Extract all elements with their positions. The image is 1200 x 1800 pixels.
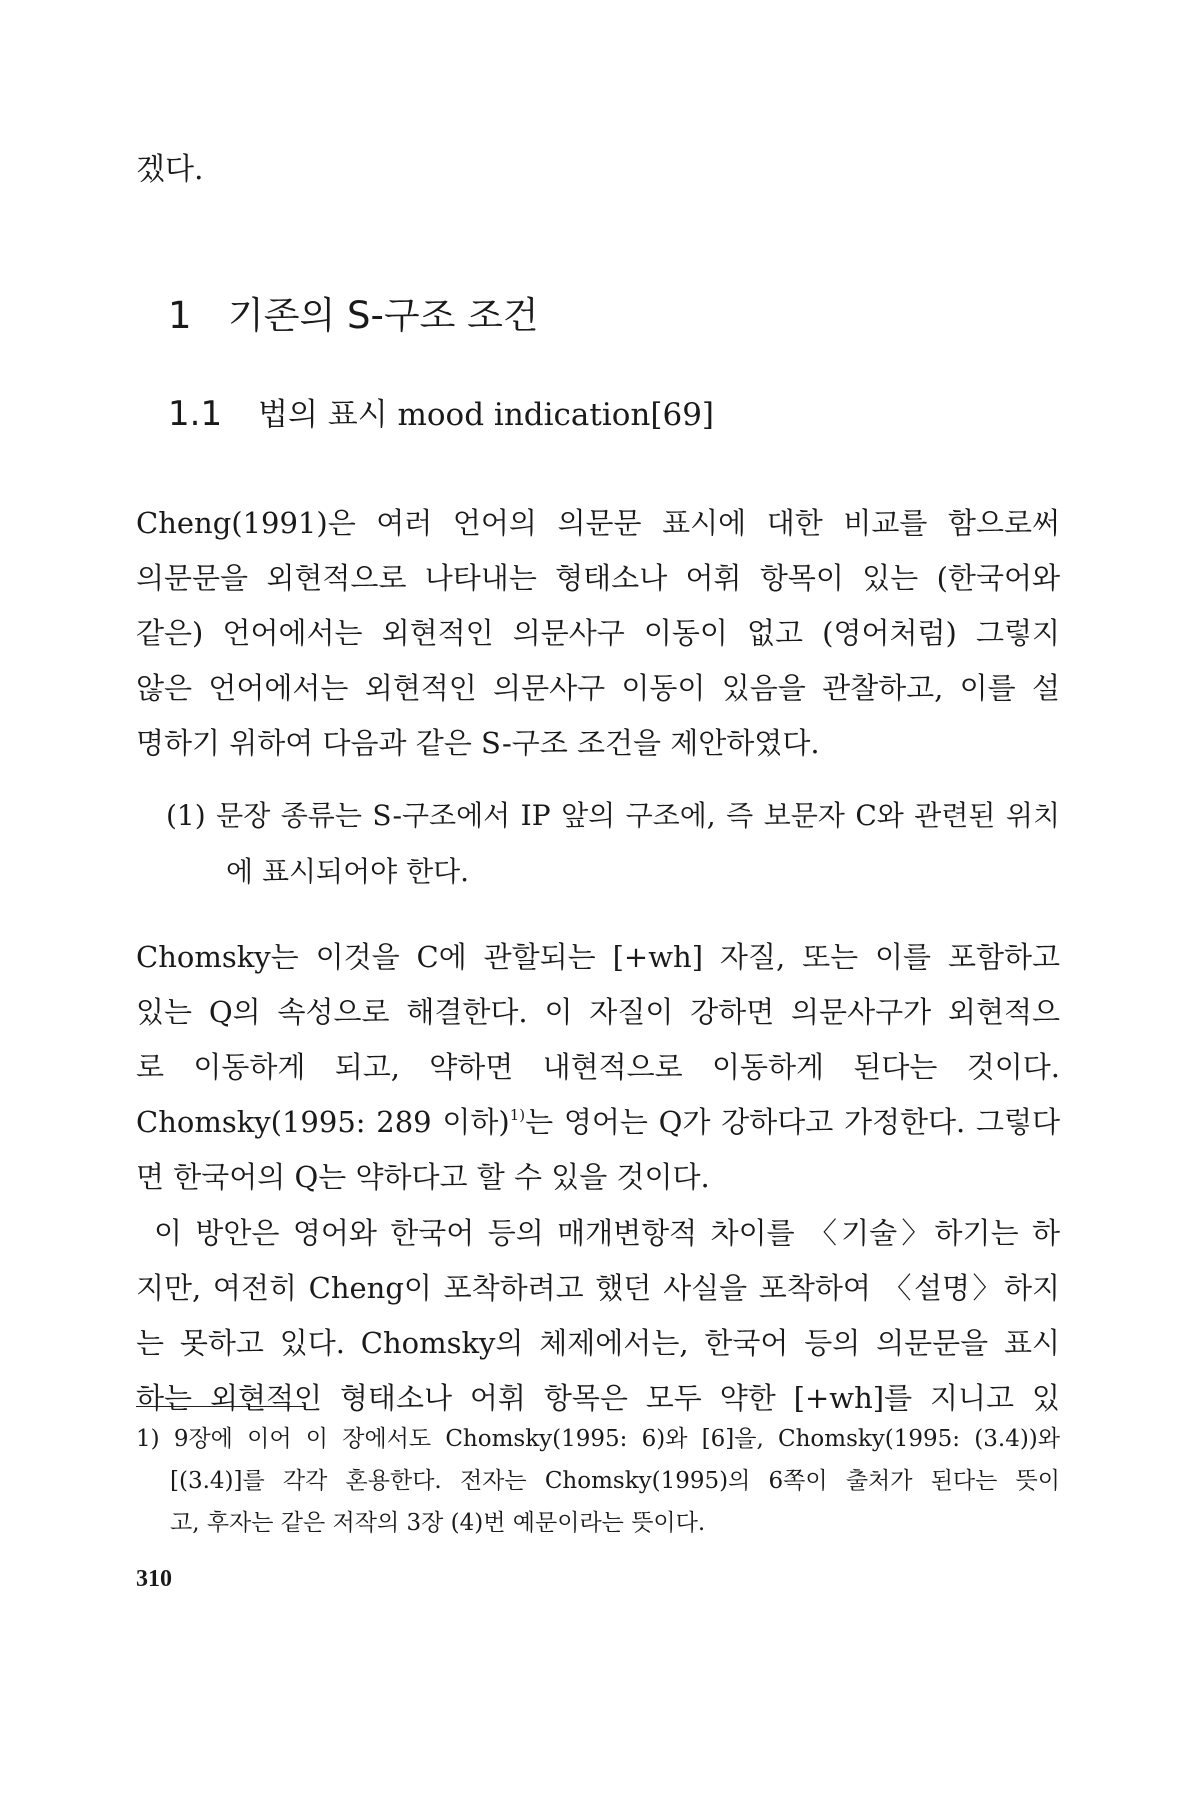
example-1: [166, 788, 1060, 900]
text-line: 면 한국어의 Q는 약하다고 할 수 있을 것이다.: [136, 1160, 710, 1194]
paragraph-chomsky: [136, 930, 1060, 1205]
section-title: 기존의 S-구조 조건: [228, 294, 539, 337]
carryover-text: 겠다.: [136, 152, 204, 187]
text-line: 이 방안은 영어와 한국어 등의 매개변항적 차이를 〈기술〉하기는 하: [154, 1216, 1060, 1250]
text-line: 있는 Q의 속성으로 해결한다. 이 자질이 강하면 의문사구가 외현적으: [136, 995, 1060, 1029]
subsection-number: 1.1: [168, 394, 223, 434]
text-line: 명하기 위하여 다음과 같은 S-구조 조건을 제안하였다.: [136, 726, 820, 760]
paragraph-cheng: [136, 496, 1060, 771]
footnote: [136, 1418, 1060, 1544]
subsection-title: 법의 표시 mood indication[69]: [258, 397, 715, 433]
text-line: 하는 외현적인 형태소나 어휘 항목은 모두 약한 [+wh]를 지니고 있: [136, 1381, 1060, 1415]
text-line: [136, 1095, 1060, 1150]
text-line: Chomsky는 이것을 C에 관할되는 [+wh] 자질, 또는 이를 포함하고: [136, 940, 1060, 974]
text-line: 로 이동하게 되고, 약하면 내현적으로 이동하게 된다는 것이다.: [136, 1050, 1060, 1084]
footnote-line: 1) 9장에 이어 이 장에서도 Chomsky(1995: 6)와 [6]을, Chomsky(1995: (3.4))와: [136, 1426, 1060, 1452]
subsection-heading: [168, 392, 714, 437]
text-segment: 는 영어는 Q가 강하다고 가정한다. 그렇다: [525, 1105, 1061, 1139]
citation-text: Chomsky(1995: 289 이하): [136, 1105, 510, 1139]
footnote-divider: [136, 1406, 306, 1407]
text-line: 같은) 언어에서는 외현적인 의문사구 이동이 없고 (영어처럼) 그렇지: [136, 616, 1060, 650]
footnote-line: [(3.4)]를 각각 혼용한다. 전자는 Chomsky(1995)의 6쪽이 출처가 된다는 뜻이: [170, 1468, 1060, 1494]
paragraph-analysis: [136, 1206, 1060, 1426]
footnote-reference[interactable]: 1): [509, 1106, 526, 1124]
example-line: 에 표시되어야 한다.: [226, 855, 470, 888]
page-number: 310: [136, 1566, 172, 1592]
text-line: 지만, 여전히 Cheng이 포착하려고 했던 사실을 포착하여 〈설명〉하지: [136, 1271, 1060, 1305]
section-number: 1: [168, 294, 192, 337]
footnote-line: 고, 후자는 같은 저작의 3장 (4)번 예문이라는 뜻이다.: [170, 1510, 706, 1536]
text-line: 의문문을 외현적으로 나타내는 형태소나 어휘 항목이 있는 (한국어와: [136, 561, 1060, 595]
example-line: (1) 문장 종류는 S-구조에서 IP 앞의 구조에, 즉 보문자 C와 관련된 위치: [166, 799, 1060, 832]
text-line: 는 못하고 있다. Chomsky의 체제에서는, 한국어 등의 의문문을 표시: [136, 1326, 1060, 1360]
section-heading: [168, 292, 539, 340]
text-line: 않은 언어에서는 외현적인 의문사구 이동이 있음을 관찰하고, 이를 설: [136, 671, 1060, 705]
text-line: Cheng(1991)은 여러 언어의 의문문 표시에 대한 비교를 함으로써: [136, 506, 1060, 540]
